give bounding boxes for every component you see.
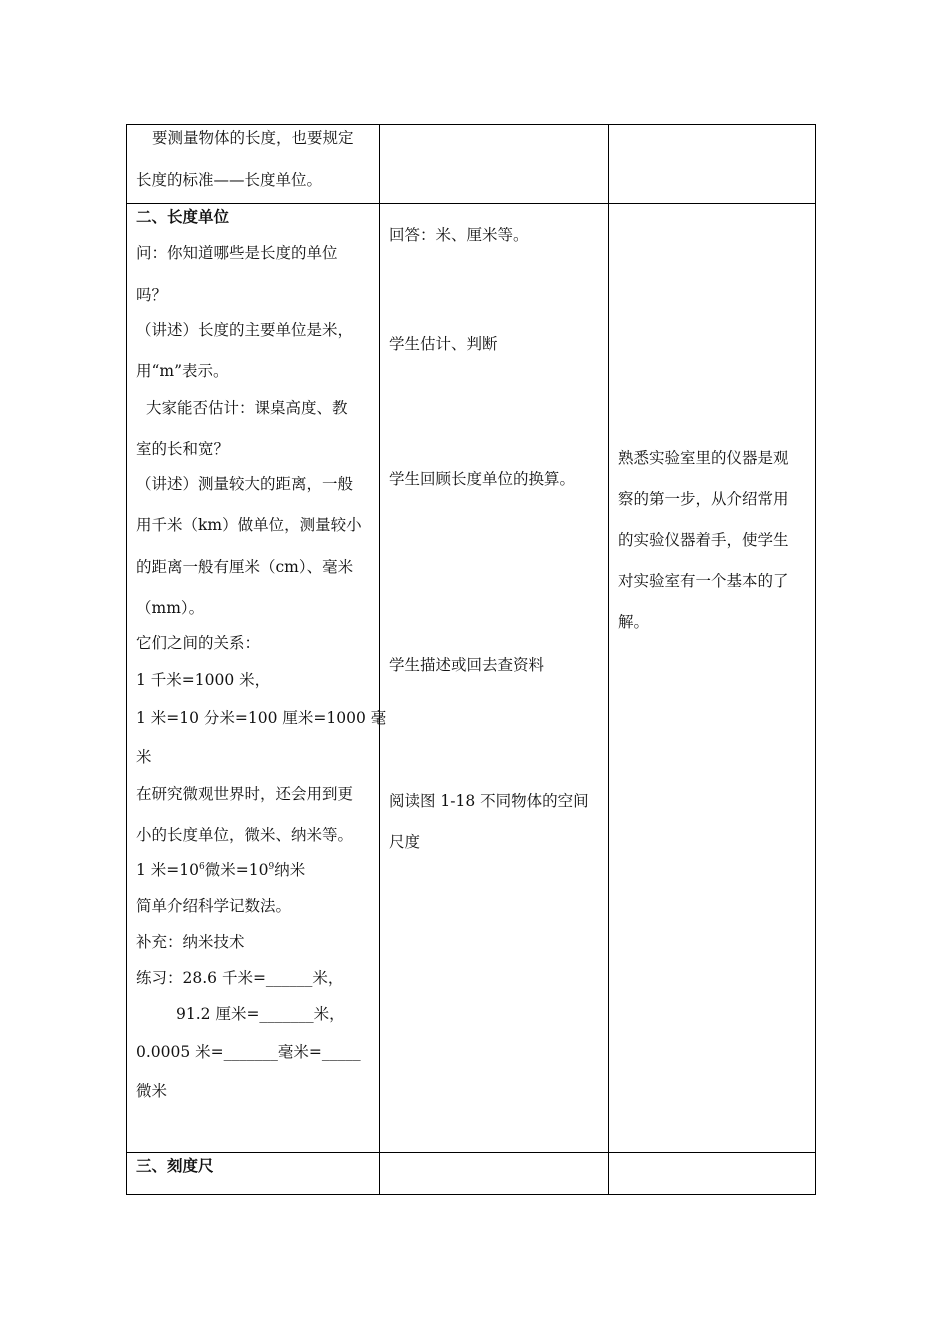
row1-text-line: 长度的标准——长度单位。 <box>136 171 323 189</box>
section-heading: 二、长度单位 <box>136 207 230 226</box>
text-line: （讲述）长度的主要单位是米， <box>136 321 354 339</box>
text-line: 的距离一般有厘米（cm）、毫米 <box>136 558 354 576</box>
row1-text-line: 要测量物体的长度，也要规定 <box>152 129 354 147</box>
sci-exponent: 6 <box>199 862 205 872</box>
student-activity: 学生描述或回去查资料 <box>389 656 545 674</box>
section-heading: 三、刻度尺 <box>136 1156 214 1175</box>
student-activity: 阅读图 1-18 不同物体的空间 <box>389 792 589 810</box>
text-line: 简单介绍科学记数法。 <box>136 897 292 915</box>
text-line: 补充：纳米技术 <box>136 933 245 951</box>
design-note-line: 察的第一步，从介绍常用 <box>618 490 789 508</box>
text-line: 1 米=10 分米=100 厘米=1000 毫 <box>136 709 387 727</box>
exercise-line: 微米 <box>136 1082 168 1100</box>
sci-exponent: 9 <box>268 862 275 872</box>
student-activity: 学生估计、判断 <box>389 335 498 353</box>
text-line: （讲述）测量较大的距离，一般 <box>136 475 354 493</box>
sci-part: 微米=10 <box>204 861 269 879</box>
text-line: （mm）。 <box>136 599 205 617</box>
sci-part: 纳米 <box>274 861 306 879</box>
text-line: 小的长度单位，微米、纳米等。 <box>136 826 354 844</box>
design-note-line: 的实验仪器着手，使学生 <box>618 531 789 549</box>
exercise-line: 练习：28.6 千米=______米， <box>136 969 344 987</box>
column-divider-2 <box>608 124 609 1195</box>
student-activity: 学生回顾长度单位的换算。 <box>389 470 576 488</box>
text-line: 大家能否估计：课桌高度、教 <box>146 399 348 417</box>
design-note-line: 熟悉实验室里的仪器是观 <box>618 449 789 467</box>
table-bottom-border <box>126 1194 816 1195</box>
text-line: 它们之间的关系： <box>136 634 261 652</box>
exercise-line: 91.2 厘米=_______米， <box>176 1005 345 1023</box>
design-note-line: 解。 <box>618 613 650 631</box>
row-divider-2 <box>126 1152 816 1153</box>
table-left-border <box>126 124 127 1195</box>
column-divider-1 <box>379 124 380 1195</box>
scientific-notation-line <box>136 860 305 880</box>
text-line: 用“m”表示。 <box>136 362 229 380</box>
text-line: 在研究微观世界时，还会用到更 <box>136 785 354 803</box>
text-line: 1 千米=1000 米， <box>136 671 271 689</box>
table-right-border <box>815 124 816 1195</box>
design-note-line: 对实验室有一个基本的了 <box>618 572 789 590</box>
text-line: 问：你知道哪些是长度的单位 <box>136 244 338 262</box>
text-line: 吗？ <box>136 286 168 304</box>
text-line: 用千米（km）做单位，测量较小 <box>136 516 362 534</box>
sci-part: 1 米=10 <box>136 861 199 879</box>
student-activity: 尺度 <box>389 833 421 851</box>
text-line: 米 <box>136 748 152 766</box>
student-activity: 回答：米、厘米等。 <box>389 226 529 244</box>
text-line: 室的长和宽？ <box>136 440 230 458</box>
row-divider-1 <box>126 203 816 204</box>
exercise-line: 0.0005 米=_______毫米=_____ <box>136 1043 361 1061</box>
table-top-border <box>126 124 816 125</box>
